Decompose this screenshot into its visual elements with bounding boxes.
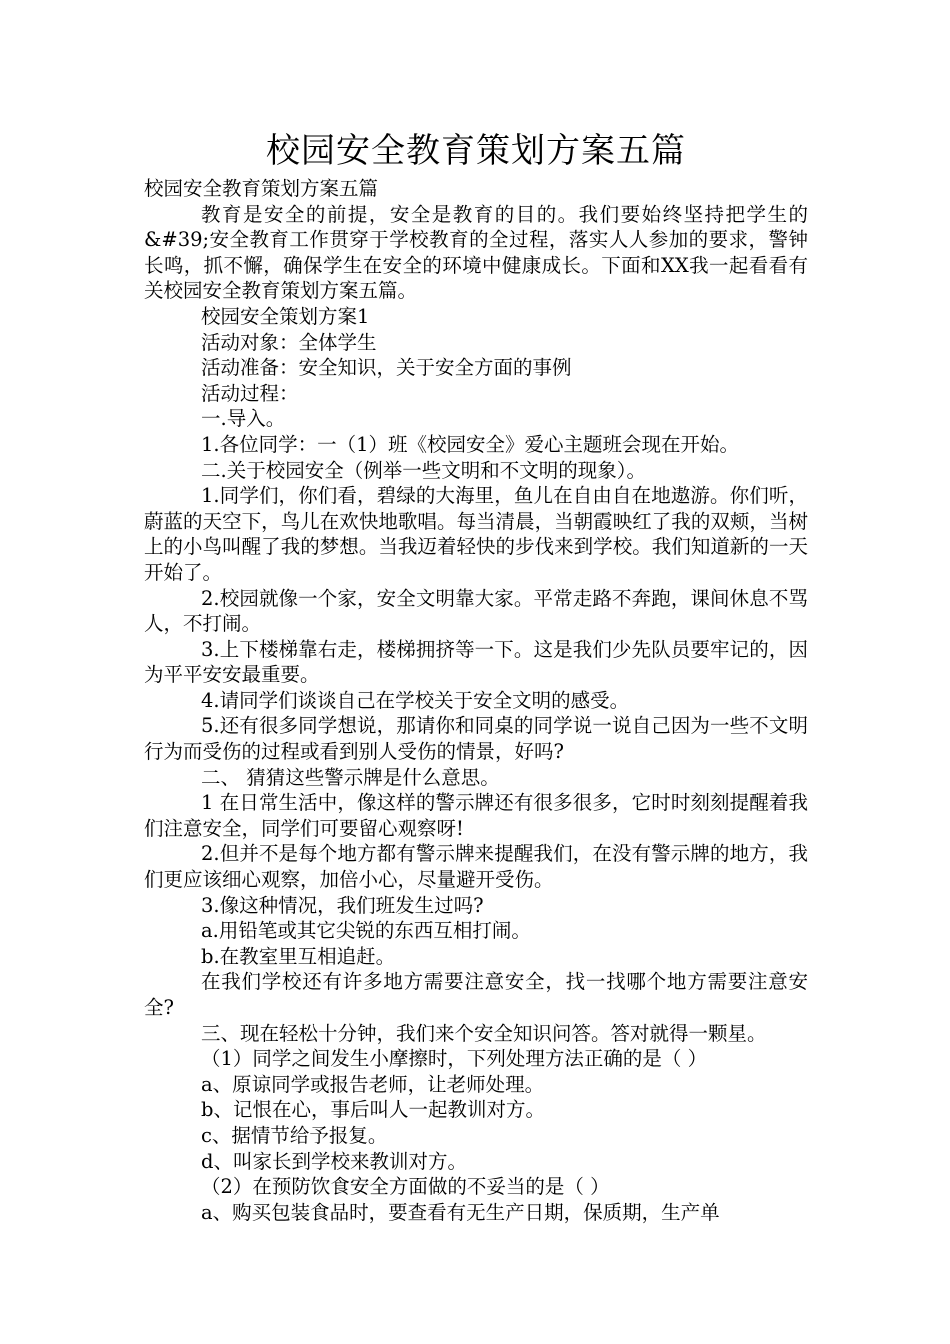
- body-paragraph: a.用铅笔或其它尖锐的东西互相打闹。: [201, 919, 531, 943]
- body-paragraph: a、原谅同学或报告老师，让老师处理。: [201, 1072, 545, 1096]
- body-paragraph: 4.请同学们谈谈自己在学校关于安全文明的感受。: [201, 688, 630, 712]
- body-paragraph: 教育是安全的前提，安全是教育的目的。我们要始终坚持把学生的&#39;安全教育工作贯穿于学校教育的全过程，落实人人参加的要求，警钟长鸣，抓不懈，确保学生在安全的环境中健康成长。下面和XX我一起看看有关校园安全教育策划方案五篇。: [144, 202, 808, 303]
- body-paragraph: 2.校园就像一个家，安全文明靠大家。平常走路不奔跑，课间休息不骂人，不打闹。: [144, 586, 808, 636]
- body-paragraph: 3.上下楼梯靠右走，楼梯拥挤等一下。这是我们少先队员要牢记的，因为平平安安最重要。: [144, 637, 808, 687]
- body-paragraph: b、记恨在心，事后叫人一起教训对方。: [201, 1098, 545, 1122]
- body-paragraph: c、据情节给予报复。: [201, 1123, 388, 1147]
- document-subtitle: 校园安全教育策划方案五篇: [144, 177, 379, 200]
- body-paragraph: 活动对象：全体学生: [201, 330, 377, 354]
- document-page: [144, 126, 808, 1225]
- body-paragraph: 二.关于校园安全（例举一些文明和不文明的现象）。: [201, 458, 646, 482]
- body-paragraph: b.在教室里互相追赶。: [201, 944, 396, 968]
- body-paragraph: d、叫家长到学校来教训对方。: [201, 1149, 467, 1173]
- body-paragraph: （2）在预防饮食安全方面做的不妥当的是（ ）: [201, 1175, 610, 1199]
- body-paragraph: （1）同学之间发生小摩擦时，下列处理方法正确的是（ ）: [201, 1047, 708, 1071]
- body-paragraph: 1.各位同学：一（1）班《校园安全》爱心主题班会现在开始。: [201, 432, 740, 456]
- body-paragraph: 在我们学校还有许多地方需要注意安全，找一找哪个地方需要注意安全?: [144, 970, 808, 1019]
- body-paragraph: 活动准备：安全知识，关于安全方面的事例: [201, 356, 572, 380]
- body-paragraph: 1.同学们，你们看，碧绿的大海里，鱼儿在自由自在地遨游。你们听，蔚蓝的天空下，鸟儿在欢快地歌唱。每当清晨，当朝霞映红了我的双颊，当树上的小鸟叫醒了我的梦想。当我迈着轻快的步伐来到学校。我们知道新的一天开始了。: [144, 484, 808, 584]
- body-paragraph: 3.像这种情况，我们班发生过吗?: [201, 893, 484, 917]
- body-paragraph: 活动过程：: [201, 381, 299, 405]
- body-paragraph: 5.还有很多同学想说，那请你和同桌的同学说一说自己因为一些不文明行为而受伤的过程或看到别人受伤的情景，好吗?: [144, 714, 808, 764]
- body-paragraph: 一.导入。: [201, 407, 286, 431]
- body-paragraph: 三、现在轻松十分钟，我们来个安全知识问答。答对就得一颗星。: [201, 1021, 767, 1045]
- document-title: 校园安全教育策划方案五篇: [266, 131, 686, 171]
- body-paragraph: 校园安全策划方案1: [201, 304, 370, 328]
- body-paragraph: a、购买包装食品时，要查看有无生产日期，保质期，生产单: [201, 1200, 720, 1224]
- body-paragraph: 2.但并不是每个地方都有警示牌来提醒我们，在没有警示牌的地方，我们更应该细心观察，加倍小心，尽量避开受伤。: [144, 842, 808, 892]
- body-paragraph: 二、 猜猜这些警示牌是什么意思。: [201, 765, 500, 789]
- body-paragraph: 1 在日常生活中，像这样的警示牌还有很多很多，它时时刻刻提醒着我们注意安全，同学们可要留心观察呀!: [144, 791, 808, 840]
- document-body: [144, 176, 808, 1225]
